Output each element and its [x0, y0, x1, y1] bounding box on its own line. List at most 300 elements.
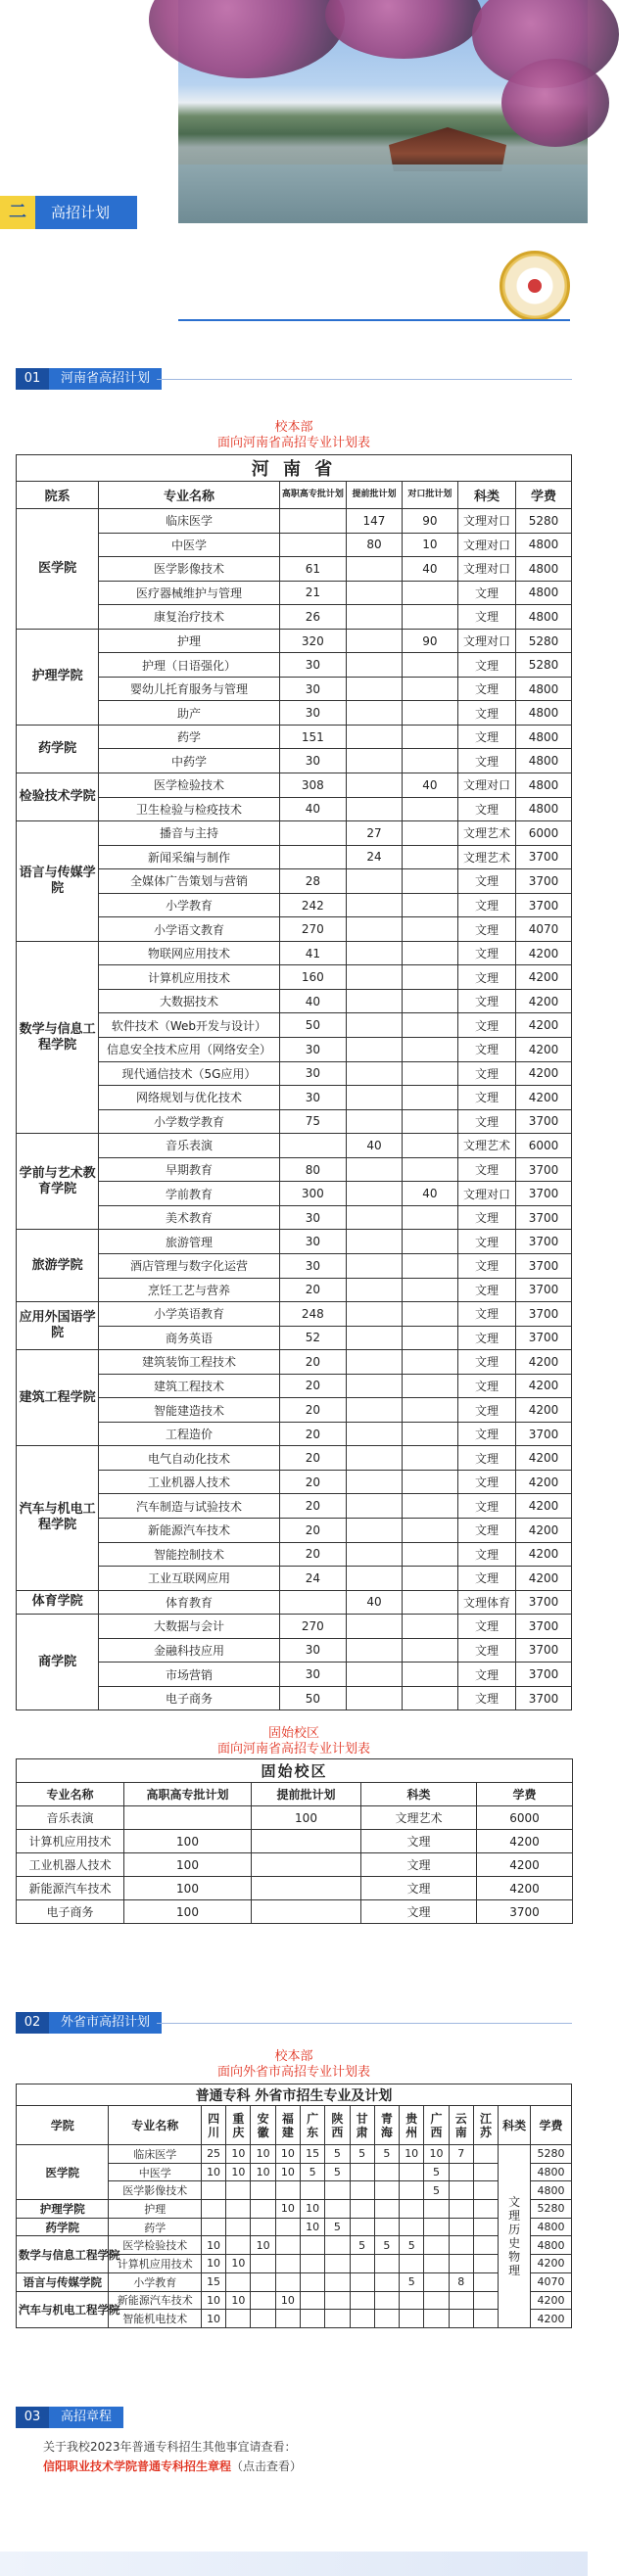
- table-row: [17, 1494, 572, 1519]
- value-cell: [325, 2255, 350, 2273]
- value-cell: [402, 701, 457, 726]
- value-cell: [400, 2181, 424, 2200]
- value-cell: [402, 869, 457, 894]
- table-row: [17, 1853, 573, 1877]
- value-cell: 5: [350, 2145, 374, 2164]
- value-cell: [402, 1134, 457, 1158]
- table-row: [17, 869, 572, 894]
- value-cell: [402, 1663, 457, 1687]
- value-cell: 40: [402, 1182, 457, 1206]
- value-cell: 10: [201, 2163, 225, 2181]
- value-cell: [252, 1877, 361, 1900]
- value-cell: 文理: [457, 1518, 515, 1542]
- dept-cell: 汽车与机电工程学院: [17, 1446, 99, 1590]
- value-cell: 5: [301, 2163, 325, 2181]
- value-cell: 文理: [457, 1302, 515, 1327]
- value-cell: [301, 2272, 325, 2291]
- value-cell: [275, 2218, 300, 2236]
- value-cell: 4800: [516, 749, 572, 773]
- value-cell: [473, 2163, 498, 2181]
- value-cell: 6000: [477, 1806, 573, 1830]
- province-header: 福建: [275, 2106, 300, 2145]
- value-cell: [402, 1326, 457, 1350]
- value-cell: [347, 1663, 403, 1687]
- column-header: 提前批计划: [252, 1783, 361, 1806]
- value-cell: 10: [400, 2145, 424, 2164]
- major-cell: 软件技术（Web开发与设计）: [99, 1013, 279, 1038]
- subsection-number: 02: [16, 2012, 49, 2034]
- fee-cell: 5280: [531, 2145, 572, 2164]
- dept-cell: 建筑工程学院: [17, 1350, 99, 1446]
- major-cell: 旅游管理: [99, 1230, 279, 1254]
- table-row: [17, 1278, 572, 1302]
- value-cell: [350, 2255, 374, 2273]
- value-cell: [347, 1182, 403, 1206]
- value-cell: 文理艺术: [457, 1134, 515, 1158]
- dept-cell: 语言与传媒学院: [17, 2272, 109, 2291]
- fee-cell: 4200: [531, 2291, 572, 2310]
- value-cell: 30: [279, 1638, 346, 1663]
- value-cell: 270: [279, 917, 346, 942]
- value-cell: [347, 1446, 403, 1471]
- value-cell: 270: [279, 1615, 346, 1639]
- value-cell: 4200: [477, 1853, 573, 1877]
- major-cell: 医疗器械维护与管理: [99, 581, 279, 605]
- value-cell: [350, 2218, 374, 2236]
- fee-cell: 4200: [531, 2310, 572, 2328]
- value-cell: [226, 2272, 251, 2291]
- value-cell: [449, 2236, 473, 2255]
- value-cell: [400, 2200, 424, 2219]
- section-title: 高招计划: [35, 196, 137, 229]
- fee-cell: 4800: [531, 2181, 572, 2200]
- major-cell: 康复治疗技术: [99, 605, 279, 630]
- value-cell: [402, 1038, 457, 1062]
- value-cell: [201, 2181, 225, 2200]
- subsection-title: 河南省高招计划: [49, 368, 162, 390]
- major-cell: 物联网应用技术: [99, 941, 279, 965]
- value-cell: [424, 2200, 449, 2219]
- value-cell: [347, 629, 403, 653]
- region-title: 河 南 省: [17, 455, 572, 482]
- major-cell: 汽车制造与试验技术: [99, 1494, 279, 1519]
- table-row: [17, 533, 572, 557]
- column-header: 对口批计划: [402, 482, 457, 509]
- major-cell: 医学影像技术: [109, 2181, 201, 2200]
- province-header: 江苏: [473, 2106, 498, 2145]
- province-header: 云南: [449, 2106, 473, 2145]
- value-cell: [251, 2310, 275, 2328]
- table-row: [17, 1182, 572, 1206]
- value-cell: [347, 989, 403, 1013]
- major-cell: 信息安全技术应用（网络安全）: [99, 1038, 279, 1062]
- value-cell: [226, 2236, 251, 2255]
- value-cell: 10: [201, 2236, 225, 2255]
- value-cell: 28: [279, 869, 346, 894]
- value-cell: 3700: [516, 893, 572, 917]
- dept-cell: 药学院: [17, 2218, 109, 2236]
- major-cell: 播音与主持: [99, 821, 279, 846]
- province-header: 贵州: [400, 2106, 424, 2145]
- value-cell: 文理: [457, 1157, 515, 1182]
- value-cell: 75: [279, 1109, 346, 1134]
- value-cell: 文理: [457, 1686, 515, 1710]
- value-cell: 文理艺术: [457, 821, 515, 846]
- dept-cell: 旅游学院: [17, 1230, 99, 1302]
- value-cell: [473, 2255, 498, 2273]
- value-cell: 6000: [516, 1134, 572, 1158]
- value-cell: 3700: [516, 1422, 572, 1446]
- value-cell: [402, 1446, 457, 1471]
- table-row: [17, 1900, 573, 1924]
- value-cell: [402, 1302, 457, 1327]
- value-cell: 文理: [457, 1567, 515, 1591]
- value-cell: 4200: [516, 1446, 572, 1471]
- other-provinces-plan-table: [16, 2084, 572, 2328]
- table-row: [17, 797, 572, 821]
- major-cell: 全媒体广告策划与营销: [99, 869, 279, 894]
- value-cell: 147: [347, 509, 403, 534]
- value-cell: 20: [279, 1422, 346, 1446]
- value-cell: 文理: [457, 1542, 515, 1567]
- major-cell: 工业机器人技术: [99, 1470, 279, 1494]
- value-cell: [402, 821, 457, 846]
- value-cell: 文理艺术: [457, 845, 515, 869]
- value-cell: 10: [275, 2291, 300, 2310]
- value-cell: 文理: [457, 581, 515, 605]
- value-cell: [347, 605, 403, 630]
- divider: [157, 2023, 572, 2024]
- value-cell: 5: [350, 2236, 374, 2255]
- dept-cell: 药学院: [17, 725, 99, 773]
- table-row: [17, 1542, 572, 1567]
- value-cell: 5: [374, 2236, 399, 2255]
- value-cell: [402, 989, 457, 1013]
- header-row: [17, 2106, 572, 2145]
- value-cell: 5: [400, 2236, 424, 2255]
- table-row: [17, 725, 572, 749]
- value-cell: [449, 2218, 473, 2236]
- major-cell: 建筑工程技术: [99, 1374, 279, 1398]
- value-cell: 40: [347, 1134, 403, 1158]
- value-cell: 90: [402, 509, 457, 534]
- table-row: [17, 1374, 572, 1398]
- major-cell: 学前教育: [99, 1182, 279, 1206]
- value-cell: 3700: [516, 1253, 572, 1278]
- value-cell: 5: [424, 2181, 449, 2200]
- value-cell: [374, 2291, 399, 2310]
- major-cell: 药学: [99, 725, 279, 749]
- value-cell: [347, 1278, 403, 1302]
- province-header: 重庆: [226, 2106, 251, 2145]
- table-row: [17, 1446, 572, 1471]
- value-cell: 3700: [516, 1686, 572, 1710]
- value-cell: 320: [279, 629, 346, 653]
- table-row: [17, 1086, 572, 1110]
- value-cell: 4200: [516, 1061, 572, 1086]
- major-cell: 中药学: [99, 749, 279, 773]
- table-row: [17, 1590, 572, 1615]
- table-row: [17, 1253, 572, 1278]
- major-cell: 新能源汽车技术: [17, 1877, 124, 1900]
- value-cell: 10: [424, 2145, 449, 2164]
- value-cell: [347, 941, 403, 965]
- value-cell: [402, 1518, 457, 1542]
- value-cell: [347, 1470, 403, 1494]
- value-cell: 20: [279, 1470, 346, 1494]
- value-cell: 40: [402, 773, 457, 798]
- value-cell: [325, 2200, 350, 2219]
- value-cell: [350, 2291, 374, 2310]
- value-cell: [350, 2181, 374, 2200]
- value-cell: [301, 2291, 325, 2310]
- table-row: [17, 1205, 572, 1230]
- column-header: 专业名称: [17, 1783, 124, 1806]
- value-cell: 4800: [516, 701, 572, 726]
- value-cell: 3700: [516, 1638, 572, 1663]
- column-header: 提前批计划: [347, 482, 403, 509]
- value-cell: 文理: [361, 1830, 477, 1853]
- value-cell: [473, 2291, 498, 2310]
- value-cell: 文理: [457, 701, 515, 726]
- value-cell: 5: [400, 2272, 424, 2291]
- subsection-number: 03: [16, 2407, 49, 2428]
- value-cell: [400, 2291, 424, 2310]
- value-cell: [449, 2200, 473, 2219]
- value-cell: [402, 1470, 457, 1494]
- value-cell: 10: [226, 2291, 251, 2310]
- value-cell: 40: [279, 989, 346, 1013]
- major-cell: 电子商务: [99, 1686, 279, 1710]
- table-row: [17, 2291, 572, 2310]
- subsection-header-3: [16, 2407, 123, 2428]
- value-cell: 30: [279, 1038, 346, 1062]
- major-cell: 智能建造技术: [99, 1398, 279, 1423]
- value-cell: [347, 1230, 403, 1254]
- fee-cell: 4070: [531, 2272, 572, 2291]
- value-cell: 100: [124, 1853, 252, 1877]
- value-cell: 文理对口: [457, 533, 515, 557]
- value-cell: 文理: [457, 1230, 515, 1254]
- value-cell: 4070: [516, 917, 572, 942]
- value-cell: 3700: [516, 1278, 572, 1302]
- value-cell: [275, 2236, 300, 2255]
- value-cell: 文理: [457, 725, 515, 749]
- value-cell: [424, 2310, 449, 2328]
- table-row: [17, 701, 572, 726]
- value-cell: [402, 749, 457, 773]
- value-cell: [402, 1398, 457, 1423]
- table-row: [17, 629, 572, 653]
- value-cell: [275, 2272, 300, 2291]
- value-cell: 21: [279, 581, 346, 605]
- value-cell: [424, 2291, 449, 2310]
- value-cell: [400, 2255, 424, 2273]
- table-row: [17, 1398, 572, 1423]
- value-cell: 100: [252, 1806, 361, 1830]
- major-cell: 卫生检验与检疫技术: [99, 797, 279, 821]
- value-cell: 100: [124, 1830, 252, 1853]
- value-cell: 文理: [457, 989, 515, 1013]
- value-cell: 5: [424, 2163, 449, 2181]
- value-cell: [473, 2145, 498, 2164]
- value-cell: 61: [279, 557, 346, 582]
- value-cell: 20: [279, 1374, 346, 1398]
- value-cell: 文理: [457, 1350, 515, 1375]
- column-header: 专业名称: [109, 2106, 201, 2145]
- value-cell: 5280: [516, 653, 572, 678]
- value-cell: 4800: [516, 677, 572, 701]
- value-cell: [350, 2163, 374, 2181]
- region-row: [17, 455, 572, 482]
- table-row: [17, 2218, 572, 2236]
- value-cell: [400, 2218, 424, 2236]
- major-cell: 美术教育: [99, 1205, 279, 1230]
- value-cell: [251, 2200, 275, 2219]
- value-cell: [347, 1253, 403, 1278]
- value-cell: [347, 917, 403, 942]
- value-cell: [402, 1205, 457, 1230]
- table-row: [17, 1830, 573, 1853]
- major-cell: 临床医学: [99, 509, 279, 534]
- value-cell: [473, 2200, 498, 2219]
- province-header: 四川: [201, 2106, 225, 2145]
- value-cell: 4200: [477, 1877, 573, 1900]
- value-cell: 5280: [516, 509, 572, 534]
- value-cell: 4200: [516, 1494, 572, 1519]
- table-row: [17, 2200, 572, 2219]
- column-header: 科类: [361, 1783, 477, 1806]
- value-cell: [347, 1109, 403, 1134]
- value-cell: 文理对口: [457, 557, 515, 582]
- major-cell: 小学教育: [109, 2272, 201, 2291]
- footer-strip: [0, 2552, 588, 2576]
- value-cell: [347, 1422, 403, 1446]
- column-header: 科类: [499, 2106, 531, 2145]
- region-row: [17, 1759, 573, 1783]
- major-cell: 新能源汽车技术: [109, 2291, 201, 2310]
- value-cell: [252, 1900, 361, 1924]
- major-cell: 工业互联网应用: [99, 1567, 279, 1591]
- column-header: 专业名称: [99, 482, 279, 509]
- value-cell: 7: [449, 2145, 473, 2164]
- dept-cell: 学前与艺术教育学院: [17, 1134, 99, 1230]
- table-row: [17, 2236, 572, 2255]
- province-header: 青海: [374, 2106, 399, 2145]
- table1-caption: 校本部: [274, 420, 313, 435]
- value-cell: [402, 605, 457, 630]
- value-cell: [325, 2310, 350, 2328]
- value-cell: 文理: [361, 1877, 477, 1900]
- value-cell: [473, 2218, 498, 2236]
- value-cell: [374, 2163, 399, 2181]
- value-cell: [325, 2272, 350, 2291]
- value-cell: [325, 2181, 350, 2200]
- value-cell: 4200: [516, 1038, 572, 1062]
- value-cell: 30: [279, 701, 346, 726]
- major-cell: 大数据与会计: [99, 1615, 279, 1639]
- table-row: [17, 557, 572, 582]
- campus-photo: [178, 0, 588, 223]
- admission-link-line: [43, 2458, 302, 2474]
- subsection-title: 高招章程: [49, 2407, 123, 2428]
- value-cell: 文理: [457, 749, 515, 773]
- value-cell: [473, 2272, 498, 2291]
- value-cell: [347, 1038, 403, 1062]
- major-cell: 智能机电技术: [109, 2310, 201, 2328]
- value-cell: 文理: [457, 917, 515, 942]
- value-cell: 10: [251, 2145, 275, 2164]
- value-cell: [402, 653, 457, 678]
- value-cell: [201, 2200, 225, 2219]
- table-row: [17, 1567, 572, 1591]
- value-cell: [226, 2200, 251, 2219]
- province-header: 甘肃: [350, 2106, 374, 2145]
- value-cell: [347, 701, 403, 726]
- value-cell: 5: [325, 2218, 350, 2236]
- subsection-header-2: [16, 2012, 162, 2034]
- value-cell: 300: [279, 1182, 346, 1206]
- value-cell: [279, 821, 346, 846]
- value-cell: 5: [374, 2145, 399, 2164]
- value-cell: 4800: [516, 533, 572, 557]
- value-cell: 文理对口: [457, 773, 515, 798]
- major-cell: 小学教育: [99, 893, 279, 917]
- table-row: [17, 1013, 572, 1038]
- dept-cell: 医学院: [17, 2145, 109, 2200]
- value-cell: [350, 2200, 374, 2219]
- major-cell: 计算机应用技术: [17, 1830, 124, 1853]
- value-cell: [251, 2181, 275, 2200]
- value-cell: 文理: [457, 965, 515, 990]
- value-cell: 文理对口: [457, 1182, 515, 1206]
- major-cell: 小学数学教育: [99, 1109, 279, 1134]
- dept-cell: 应用外国语学院: [17, 1302, 99, 1350]
- major-cell: 体育教育: [99, 1590, 279, 1615]
- value-cell: [402, 1567, 457, 1591]
- admission-charter-link[interactable]: 信阳职业技术学院普通专科招生章程: [43, 2459, 232, 2473]
- value-cell: 3700: [516, 1302, 572, 1327]
- dept-cell: 数学与信息工程学院: [17, 2236, 109, 2272]
- value-cell: [347, 1061, 403, 1086]
- value-cell: [402, 941, 457, 965]
- column-header: 院系: [17, 482, 99, 509]
- value-cell: [402, 581, 457, 605]
- value-cell: 20: [279, 1446, 346, 1471]
- value-cell: 10: [275, 2163, 300, 2181]
- major-cell: 药学: [109, 2218, 201, 2236]
- column-header: 学费: [477, 1783, 573, 1806]
- value-cell: 4800: [516, 605, 572, 630]
- table-row: [17, 1157, 572, 1182]
- value-cell: 文理体育: [457, 1590, 515, 1615]
- value-cell: [374, 2272, 399, 2291]
- value-cell: [124, 1806, 252, 1830]
- header-row: [17, 1783, 573, 1806]
- value-cell: 文理: [457, 1615, 515, 1639]
- value-cell: 5: [325, 2163, 350, 2181]
- major-cell: 早期教育: [99, 1157, 279, 1182]
- gushi-plan-table: [16, 1758, 573, 1924]
- value-cell: 文理: [457, 941, 515, 965]
- value-cell: 文理: [457, 605, 515, 630]
- value-cell: 10: [251, 2236, 275, 2255]
- value-cell: [473, 2310, 498, 2328]
- value-cell: [301, 2310, 325, 2328]
- table-row: [17, 941, 572, 965]
- value-cell: 3700: [516, 1182, 572, 1206]
- province-header: 广东: [301, 2106, 325, 2145]
